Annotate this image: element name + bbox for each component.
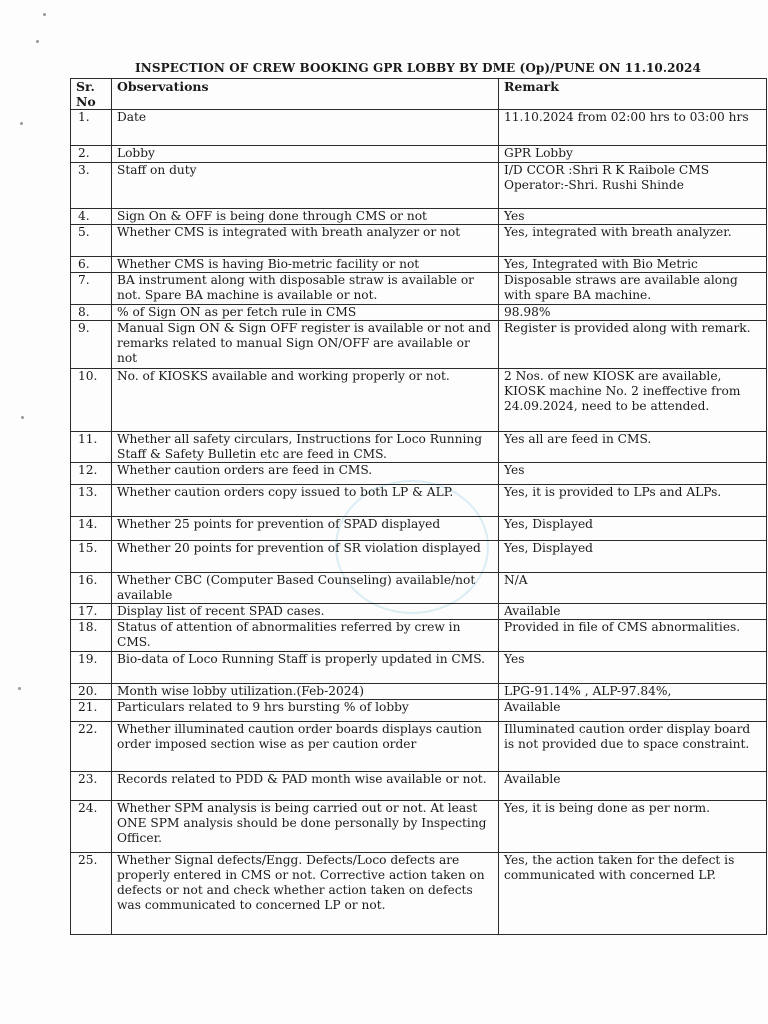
row-remark: Yes, it is being done as per norm. <box>499 801 767 853</box>
row-sr-no: 8. <box>71 305 112 321</box>
table-body <box>71 110 767 935</box>
row-observation: Particulars related to 9 hrs bursting % of lobby <box>112 700 499 722</box>
row-remark: GPR Lobby <box>499 146 767 163</box>
row-remark: Yes all are feed in CMS. <box>499 432 767 463</box>
scan-speck <box>36 40 39 43</box>
row-remark: 98.98% <box>499 305 767 321</box>
table-row <box>71 517 767 541</box>
row-remark: Provided in file of CMS abnormalities. <box>499 620 767 652</box>
row-remark: Yes, Displayed <box>499 541 767 573</box>
row-sr-no: 24. <box>71 801 112 853</box>
table-row <box>71 722 767 772</box>
row-sr-no: 10. <box>71 369 112 432</box>
row-remark: 2 Nos. of new KIOSK are available, KIOSK machine No. 2 ineffective from 24.09.2024, need to be attended. <box>499 369 767 432</box>
table-row <box>71 321 767 369</box>
row-observation: % of Sign ON as per fetch rule in CMS <box>112 305 499 321</box>
row-sr-no: 23. <box>71 772 112 801</box>
table-row <box>71 209 767 225</box>
row-sr-no: 5. <box>71 225 112 257</box>
row-observation: Whether Signal defects/Engg. Defects/Loco defects are properly entered in CMS or not. Corrective action taken on defects or not and check whether action taken on defects was communicated to concerned LP or not. <box>112 853 499 935</box>
row-observation: Whether CMS is having Bio-metric facility or not <box>112 257 499 273</box>
row-sr-no: 6. <box>71 257 112 273</box>
row-sr-no: 12. <box>71 463 112 485</box>
row-observation: Whether 20 points for prevention of SR violation displayed <box>112 541 499 573</box>
table-row <box>71 604 767 620</box>
table-row <box>71 541 767 573</box>
row-sr-no: 1. <box>71 110 112 146</box>
table-row <box>71 163 767 209</box>
row-remark: Register is provided along with remark. <box>499 321 767 369</box>
row-sr-no: 3. <box>71 163 112 209</box>
table-row <box>71 369 767 432</box>
row-observation: Whether caution orders copy issued to both LP & ALP. <box>112 485 499 517</box>
row-observation: Manual Sign ON & Sign OFF register is available or not and remarks related to manual Sign ON/OFF are available or not <box>112 321 499 369</box>
scan-speck <box>18 687 21 690</box>
row-sr-no: 15. <box>71 541 112 573</box>
row-remark: Yes <box>499 652 767 684</box>
row-sr-no: 20. <box>71 684 112 700</box>
inspection-table <box>70 78 767 935</box>
table-row <box>71 684 767 700</box>
row-remark: Available <box>499 772 767 801</box>
row-sr-no: 2. <box>71 146 112 163</box>
scan-speck <box>43 13 46 16</box>
table-row <box>71 146 767 163</box>
row-observation: Whether CMS is integrated with breath analyzer or not <box>112 225 499 257</box>
table-row <box>71 225 767 257</box>
table-row <box>71 257 767 273</box>
row-remark: Yes, it is provided to LPs and ALPs. <box>499 485 767 517</box>
row-observation: Whether all safety circulars, Instructions for Loco Running Staff & Safety Bulletin etc are feed in CMS. <box>112 432 499 463</box>
row-remark: Available <box>499 700 767 722</box>
row-observation: Whether SPM analysis is being carried out or not. At least ONE SPM analysis should be done personally by Inspecting Officer. <box>112 801 499 853</box>
row-sr-no: 17. <box>71 604 112 620</box>
row-observation: Date <box>112 110 499 146</box>
row-sr-no: 22. <box>71 722 112 772</box>
table-row <box>71 772 767 801</box>
row-observation: Records related to PDD & PAD month wise available or not. <box>112 772 499 801</box>
row-sr-no: 7. <box>71 273 112 305</box>
header-sr-no: Sr. No <box>71 79 112 110</box>
row-sr-no: 18. <box>71 620 112 652</box>
row-observation: Month wise lobby utilization.(Feb-2024) <box>112 684 499 700</box>
row-sr-no: 13. <box>71 485 112 517</box>
scan-speck <box>21 416 24 419</box>
row-remark: 11.10.2024 from 02:00 hrs to 03:00 hrs <box>499 110 767 146</box>
row-observation: Display list of recent SPAD cases. <box>112 604 499 620</box>
table-row <box>71 700 767 722</box>
row-observation: BA instrument along with disposable straw is available or not. Spare BA machine is available or not. <box>112 273 499 305</box>
table-row <box>71 485 767 517</box>
row-sr-no: 14. <box>71 517 112 541</box>
row-sr-no: 11. <box>71 432 112 463</box>
table-header-row <box>71 79 767 110</box>
header-remark: Remark <box>499 79 767 110</box>
row-remark: Yes, Displayed <box>499 517 767 541</box>
row-observation: Whether caution orders are feed in CMS. <box>112 463 499 485</box>
row-remark: Yes <box>499 463 767 485</box>
row-sr-no: 4. <box>71 209 112 225</box>
row-observation: Lobby <box>112 146 499 163</box>
row-sr-no: 9. <box>71 321 112 369</box>
row-remark: Yes <box>499 209 767 225</box>
row-remark: Yes, integrated with breath analyzer. <box>499 225 767 257</box>
table-row <box>71 273 767 305</box>
table-row <box>71 573 767 604</box>
row-remark: I/D CCOR :Shri R K Raibole CMS Operator:-Shri. Rushi Shinde <box>499 163 767 209</box>
row-observation: Whether illuminated caution order boards displays caution order imposed section wise as per caution order <box>112 722 499 772</box>
row-remark: LPG-91.14% , ALP-97.84%, <box>499 684 767 700</box>
table-row <box>71 853 767 935</box>
table-row <box>71 432 767 463</box>
row-remark: Illuminated caution order display board is not provided due to space constraint. <box>499 722 767 772</box>
row-observation: Bio-data of Loco Running Staff is properly updated in CMS. <box>112 652 499 684</box>
table-row <box>71 620 767 652</box>
row-sr-no: 25. <box>71 853 112 935</box>
row-observation: Staff on duty <box>112 163 499 209</box>
row-remark: Yes, the action taken for the defect is communicated with concerned LP. <box>499 853 767 935</box>
table-row <box>71 463 767 485</box>
row-sr-no: 21. <box>71 700 112 722</box>
document-title: INSPECTION OF CREW BOOKING GPR LOBBY BY DME (Op)/PUNE ON 11.10.2024 <box>135 61 701 75</box>
row-observation: No. of KIOSKS available and working properly or not. <box>112 369 499 432</box>
row-remark: Disposable straws are available along with spare BA machine. <box>499 273 767 305</box>
scan-speck <box>20 122 23 125</box>
row-observation: Whether CBC (Computer Based Counseling) available/not available <box>112 573 499 604</box>
row-observation: Whether 25 points for prevention of SPAD displayed <box>112 517 499 541</box>
row-sr-no: 16. <box>71 573 112 604</box>
header-observations: Observations <box>112 79 499 110</box>
row-sr-no: 19. <box>71 652 112 684</box>
table-row <box>71 652 767 684</box>
row-remark: Available <box>499 604 767 620</box>
row-remark: N/A <box>499 573 767 604</box>
row-observation: Status of attention of abnormalities referred by crew in CMS. <box>112 620 499 652</box>
row-observation: Sign On & OFF is being done through CMS or not <box>112 209 499 225</box>
table-row <box>71 305 767 321</box>
table-row <box>71 801 767 853</box>
table-row <box>71 110 767 146</box>
row-remark: Yes, Integrated with Bio Metric <box>499 257 767 273</box>
